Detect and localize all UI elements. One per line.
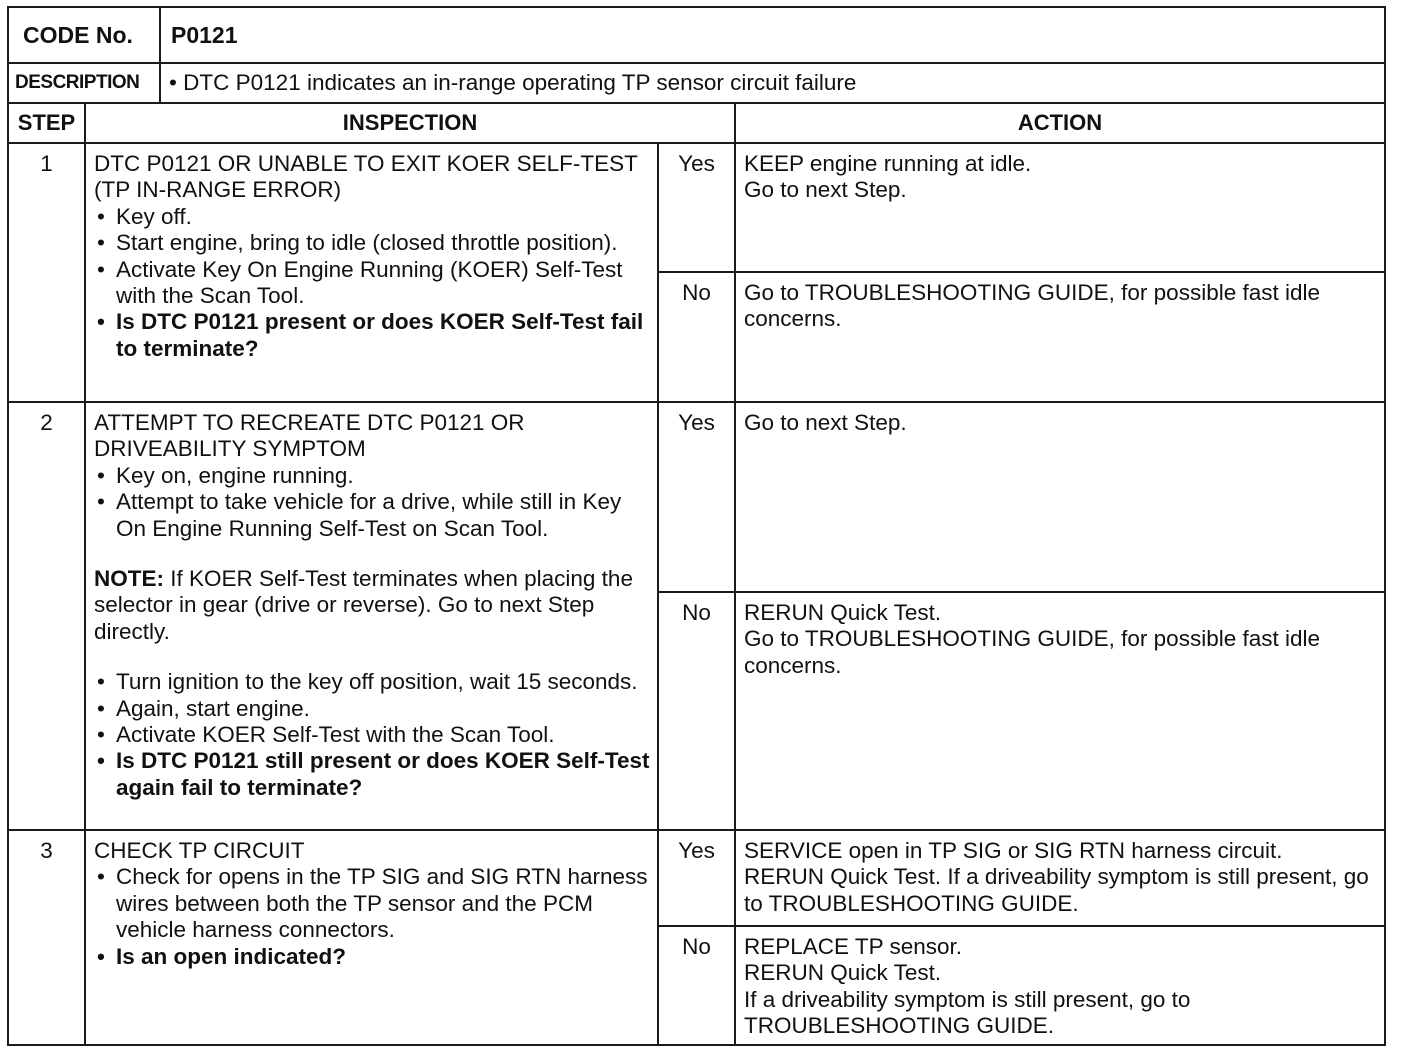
description-text: DTC P0121 indicates an in-range operating TP sensor circuit failure <box>183 69 857 95</box>
step-header: STEP <box>8 103 85 143</box>
inspection-header: INSPECTION <box>85 103 735 143</box>
list-item: • Key off. <box>94 204 651 230</box>
action-line: Go to next Step. <box>744 177 907 203</box>
step-number: 2 <box>8 402 85 830</box>
action-line: RERUN Quick Test. If a driveability symptom is still present, go to TROUBLESHOOTING GUIDE. <box>744 864 1369 916</box>
steps-table <box>7 102 1386 1046</box>
no-action <box>735 272 1385 402</box>
no-action <box>735 592 1385 830</box>
inspection-list <box>94 463 651 542</box>
action-line: Go to next Step. <box>744 410 907 435</box>
header-table <box>7 6 1386 104</box>
note-text: If KOER Self-Test terminates when placing the selector in gear (drive or reverse). Go to next Step directly. <box>94 566 633 644</box>
action-line: Go to TROUBLESHOOTING GUIDE, for possible fast idle concerns. <box>744 626 1321 678</box>
step-row <box>8 402 1385 592</box>
no-label: No <box>658 926 735 1045</box>
action-line: RERUN Quick Test. <box>744 960 942 986</box>
inspection-title: ATTEMPT TO RECREATE DTC P0121 OR DRIVEABILITY SYMPTOM <box>94 410 525 462</box>
inspection-title: DTC P0121 OR UNABLE TO EXIT KOER SELF-TEST (TP IN-RANGE ERROR) <box>94 151 638 203</box>
code-value: P0121 <box>160 7 1385 63</box>
list-item: • Activate KOER Self-Test with the Scan Tool. <box>94 722 651 748</box>
yes-action <box>735 143 1385 272</box>
inspection-cell <box>85 402 658 830</box>
list-item: • Start engine, bring to idle (closed throttle position). <box>94 230 651 256</box>
question-item: • Is an open indicated? <box>94 944 651 970</box>
no-label: No <box>658 592 735 830</box>
question-item: • Is DTC P0121 still present or does KOER Self-Test again fail to terminate? <box>94 748 651 801</box>
inspection-title: CHECK TP CIRCUIT <box>94 838 305 863</box>
step-row <box>8 143 1385 272</box>
description-label: DESCRIPTION <box>8 63 160 103</box>
yes-action <box>735 402 1385 592</box>
code-label: CODE No. <box>8 7 160 63</box>
yes-label: Yes <box>658 402 735 592</box>
list-item: • Key on, engine running. <box>94 463 651 489</box>
action-line: RERUN Quick Test. <box>744 600 942 625</box>
list-item: • Again, start engine. <box>94 696 651 722</box>
inspection-list <box>94 204 651 362</box>
list-item: • Activate Key On Engine Running (KOER) Self-Test with the Scan Tool. <box>94 257 651 310</box>
action-line: If a driveability symptom is still present, go to TROUBLESHOOTING GUIDE. <box>744 986 1191 1039</box>
action-line: KEEP engine running at idle. <box>744 151 1032 176</box>
step-number: 3 <box>8 830 85 1045</box>
inspection-list <box>94 864 651 970</box>
description-cell <box>160 63 1385 103</box>
diagnostic-sheet <box>7 6 1386 1046</box>
step-row <box>8 830 1385 926</box>
inspection-list-after <box>94 669 651 801</box>
column-header-row <box>8 103 1385 143</box>
note-label: NOTE: <box>94 566 164 592</box>
inspection-cell <box>85 143 658 402</box>
action-line: SERVICE open in TP SIG or SIG RTN harness circuit. <box>744 838 1283 863</box>
bullet-icon: • <box>169 69 177 95</box>
list-item: • Check for opens in the TP SIG and SIG RTN harness wires between both the TP sensor and the PCM vehicle harness connectors. <box>94 864 651 943</box>
inspection-cell <box>85 830 658 1045</box>
action-line: Go to TROUBLESHOOTING GUIDE, for possible fast idle concerns. <box>744 280 1321 332</box>
yes-label: Yes <box>658 830 735 926</box>
no-label: No <box>658 272 735 402</box>
yes-action <box>735 830 1385 926</box>
action-line: REPLACE TP sensor. <box>744 934 963 959</box>
list-item: • Turn ignition to the key off position, wait 15 seconds. <box>94 669 651 695</box>
question-item: • Is DTC P0121 present or does KOER Self-Test fail to terminate? <box>94 309 651 362</box>
step-number: 1 <box>8 143 85 402</box>
yes-label: Yes <box>658 143 735 272</box>
action-header: ACTION <box>735 103 1385 143</box>
no-action <box>735 926 1385 1045</box>
list-item: • Attempt to take vehicle for a drive, while still in Key On Engine Running Self-Test on Scan Tool. <box>94 489 651 542</box>
note-paragraph <box>94 566 651 645</box>
